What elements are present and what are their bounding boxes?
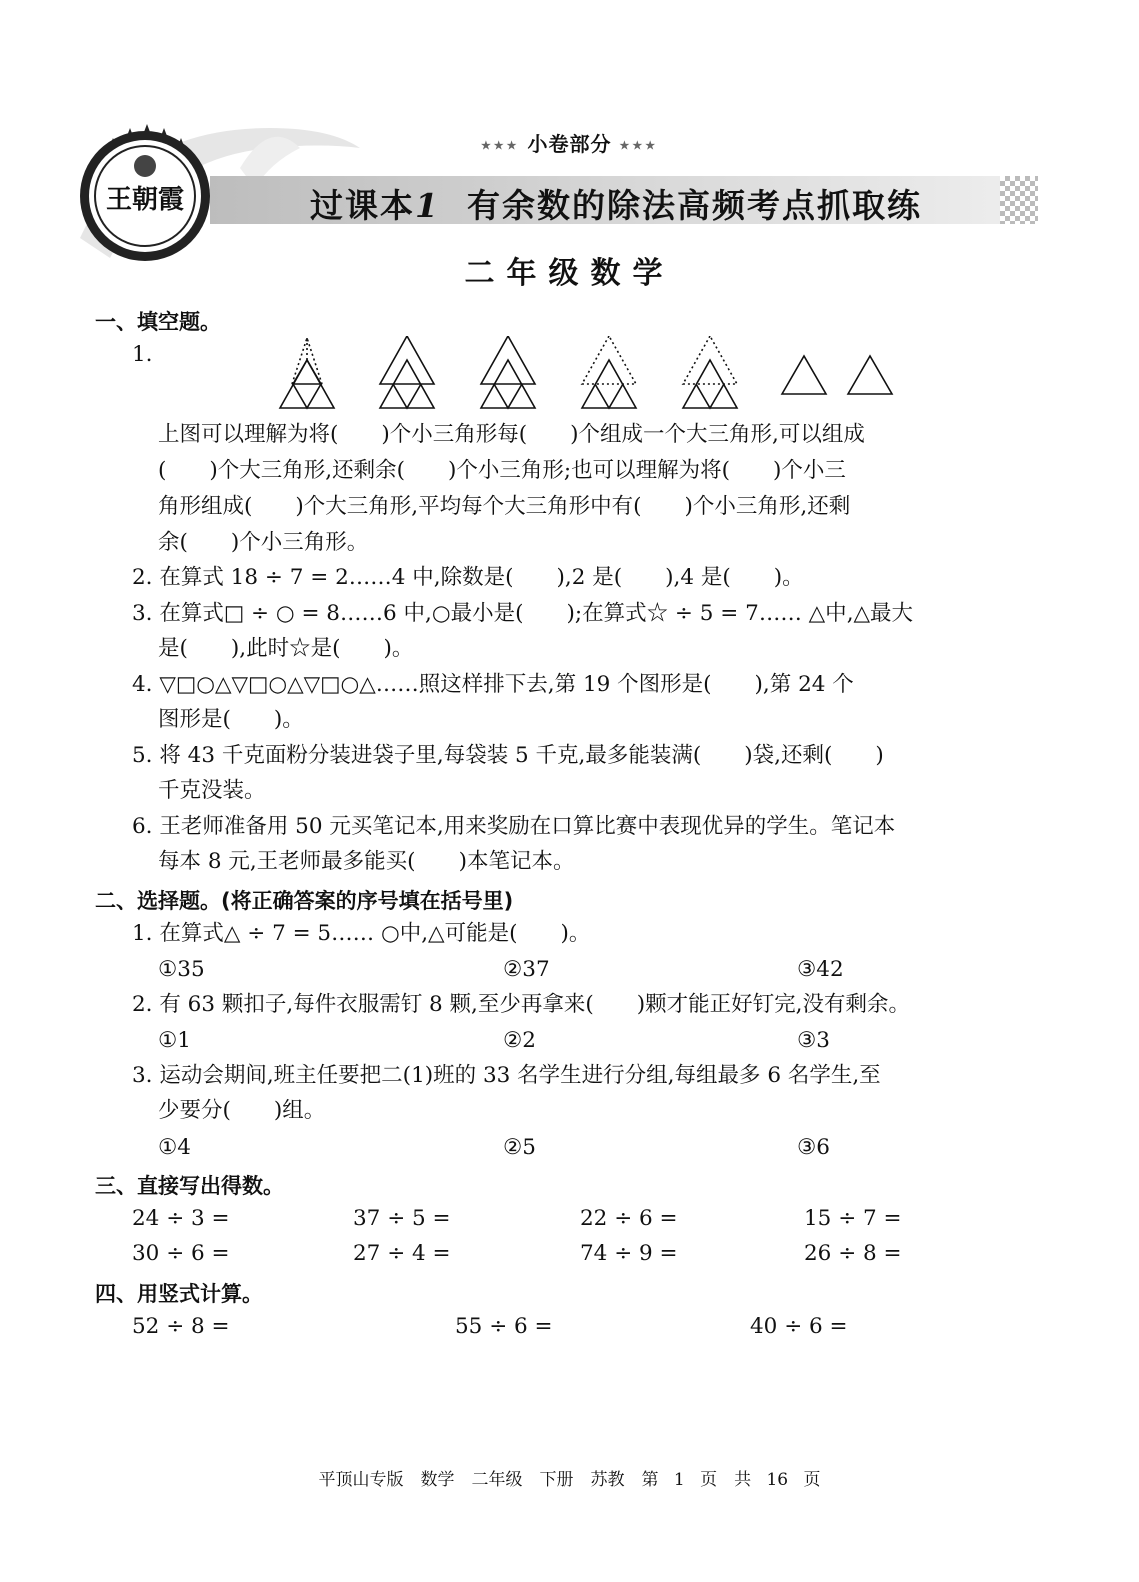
question-2: 2. 在算式 18 ÷ 7 = 2……4 中,除数是( ),2 是( ),4 是( )。	[132, 565, 804, 590]
vertical-calc-item: 55 ÷ 6 =	[455, 1314, 553, 1339]
section-heading-vertical-calc: 四、用竖式计算。	[95, 1282, 263, 1306]
question-4-line-1: 4. ▽□○△▽□○△▽□○△……照这样排下去,第 19 个图形是( ),第 24 个	[132, 672, 854, 697]
calc-item: 15 ÷ 7 =	[804, 1206, 902, 1231]
mc-question-2: 2. 有 63 颗扣子,每件衣服需钉 8 颗,至少再拿来( )颗才能正好钉完,没有剩余。	[132, 992, 911, 1017]
question-5-line-2: 千克没装。	[158, 778, 266, 803]
question-5-line-1: 5. 将 43 千克面粉分装进袋子里,每袋装 5 千克,最多能装满( )袋,还剩( )	[132, 743, 884, 768]
question-6-line-2: 每本 8 元,王老师最多能买( )本笔记本。	[158, 849, 575, 874]
mc-option: ③42	[797, 957, 844, 982]
star-icon: ★★★	[619, 139, 659, 152]
calc-item: 24 ÷ 3 =	[132, 1206, 230, 1231]
star-icon: ★★★	[480, 139, 520, 152]
calc-item: 27 ÷ 4 =	[353, 1241, 451, 1266]
mc-option: ①35	[158, 957, 205, 982]
question-6-line-1: 6. 王老师准备用 50 元买笔记本,用来奖励在口算比赛中表现优异的学生。笔记本	[132, 814, 896, 839]
mc-option: ②5	[503, 1135, 536, 1160]
big-triangle-group	[280, 336, 334, 408]
mc-option: ②37	[503, 957, 550, 982]
q1-line-1: 上图可以理解为将( )个小三角形每( )个组成一个大三角形,可以组成	[158, 422, 865, 447]
calc-item: 37 ÷ 5 =	[353, 1206, 451, 1231]
q1-line-4: 余( )个小三角形。	[158, 530, 369, 555]
q1-line-3: 角形组成( )个大三角形,平均每个大三角形中有( )个小三角形,还剩	[158, 494, 851, 519]
q1-line-2: ( )个大三角形,还剩余( )个小三角形;也可以理解为将( )个小三	[158, 458, 846, 483]
mc-question-1: 1. 在算式△ ÷ 7 = 5…… ○中,△可能是( )。	[132, 921, 591, 946]
small-volume-label: ★★★ 小卷部分 ★★★	[480, 132, 659, 156]
question-4-line-2: 图形是( )。	[158, 707, 304, 732]
mc-option: ③3	[797, 1028, 830, 1053]
triangle-figure	[270, 336, 910, 414]
section-heading-mental-math: 三、直接写出得数。	[95, 1174, 284, 1198]
calc-item: 30 ÷ 6 =	[132, 1241, 230, 1266]
mc-option: ③6	[797, 1135, 830, 1160]
banner-checker-decoration	[1000, 176, 1038, 224]
vertical-calc-item: 40 ÷ 6 =	[750, 1314, 848, 1339]
mc-option: ①4	[158, 1135, 191, 1160]
section-heading-fill-blank: 一、填空题。	[95, 310, 221, 334]
mc-question-3-line-2: 少要分( )组。	[158, 1098, 326, 1123]
logo-text: 王朝霞	[105, 185, 185, 215]
calc-item: 26 ÷ 8 =	[804, 1241, 902, 1266]
mc-option: ①1	[158, 1028, 191, 1053]
calc-item: 22 ÷ 6 =	[580, 1206, 678, 1231]
section-heading-multiple-choice: 二、选择题。(将正确答案的序号填在括号里)	[95, 889, 514, 913]
page-footer: 平顶山专版 数学 二年级 下册 苏教 第 1 页 共 16 页	[318, 1470, 821, 1490]
question-3-line-1: 3. 在算式□ ÷ ○ = 8……6 中,○最小是( );在算式☆ ÷ 5 = 7…… △中,△最大	[132, 601, 914, 626]
calc-item: 74 ÷ 9 =	[580, 1241, 678, 1266]
question-number: 1.	[132, 342, 153, 367]
mc-option: ②2	[503, 1028, 536, 1053]
page-subtitle: 二年级数学	[464, 256, 675, 291]
page-title: 过课本1 有余数的除法高频考点抓取练	[310, 186, 922, 225]
vertical-calc-item: 52 ÷ 8 =	[132, 1314, 230, 1339]
mc-question-3-line-1: 3. 运动会期间,班主任要把二(1)班的 33 名学生进行分组,每组最多 6 名学生,至	[132, 1063, 881, 1088]
question-3-line-2: 是( ),此时☆是( )。	[158, 636, 414, 661]
